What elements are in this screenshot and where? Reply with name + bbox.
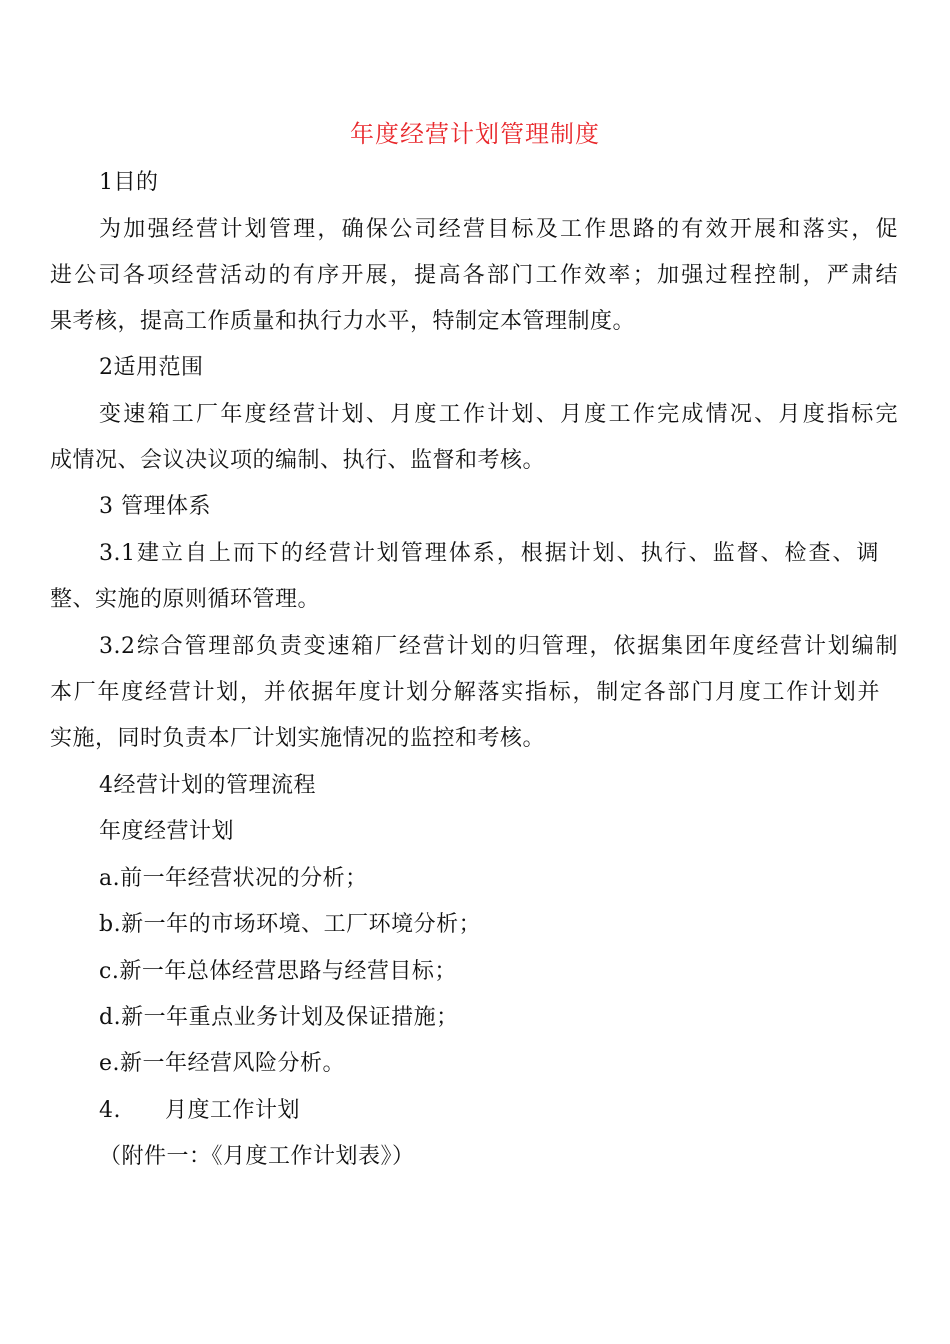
monthly-plan-label: 月度工作计划 <box>165 1098 301 1123</box>
section-3-1-line-2: 整、实施的原则循环管理。 <box>50 587 321 612</box>
list-item: e.新一年经营风险分析。 <box>99 1051 346 1076</box>
attachment-note: （附件一：《月度工作计划表》） <box>99 1144 415 1169</box>
section-1-paragraph-line-1: 为加强经营计划管理，确保公司经营目标及工作思路的有效开展和落实，促 <box>99 217 898 242</box>
section-1-heading: 1目的 <box>99 170 159 195</box>
section-3-2-line-1: 3.2综合管理部负责变速箱厂经营计划的归管理，依据集团年度经营计划编制 <box>99 634 898 659</box>
monthly-plan-heading <box>99 1096 300 1126</box>
list-item: c.新一年总体经营思路与经营目标； <box>99 959 457 984</box>
section-3-2-line-2: 本厂年度经营计划，并依据年度计划分解落实指标，制定各部门月度工作计划并 <box>50 680 880 705</box>
section-2-heading: 2适用范围 <box>99 355 204 380</box>
list-item: d.新一年重点业务计划及保证措施； <box>99 1005 459 1030</box>
section-1-paragraph-line-2: 进公司各项经营活动的有序开展，提高各部门工作效率；加强过程控制，严肃结 <box>50 263 898 288</box>
document-title: 年度经营计划管理制度 <box>350 120 600 148</box>
section-3-2-line-3: 实施，同时负责本厂计划实施情况的监控和考核。 <box>50 726 546 751</box>
section-3-1-line-1: 3.1建立自上而下的经营计划管理体系，根据计划、执行、监督、检查、调 <box>99 541 879 566</box>
section-2-paragraph-line-1: 变速箱工厂年度经营计划、月度工作计划、月度工作完成情况、月度指标完 <box>99 402 898 427</box>
monthly-plan-number: 4. <box>99 1098 121 1123</box>
section-2-paragraph-line-2: 成情况、会议决议项的编制、执行、监督和考核。 <box>50 448 546 473</box>
section-3-heading: 3 管理体系 <box>99 494 211 519</box>
section-4-heading: 4经营计划的管理流程 <box>99 773 316 798</box>
list-item: b.新一年的市场环境、工厂环境分析； <box>99 912 482 937</box>
list-item: a.前一年经营状况的分析； <box>99 866 368 891</box>
section-4-subheading: 年度经营计划 <box>99 819 235 844</box>
section-1-paragraph-line-3: 果考核，提高工作质量和执行力水平，特制定本管理制度。 <box>50 309 636 334</box>
